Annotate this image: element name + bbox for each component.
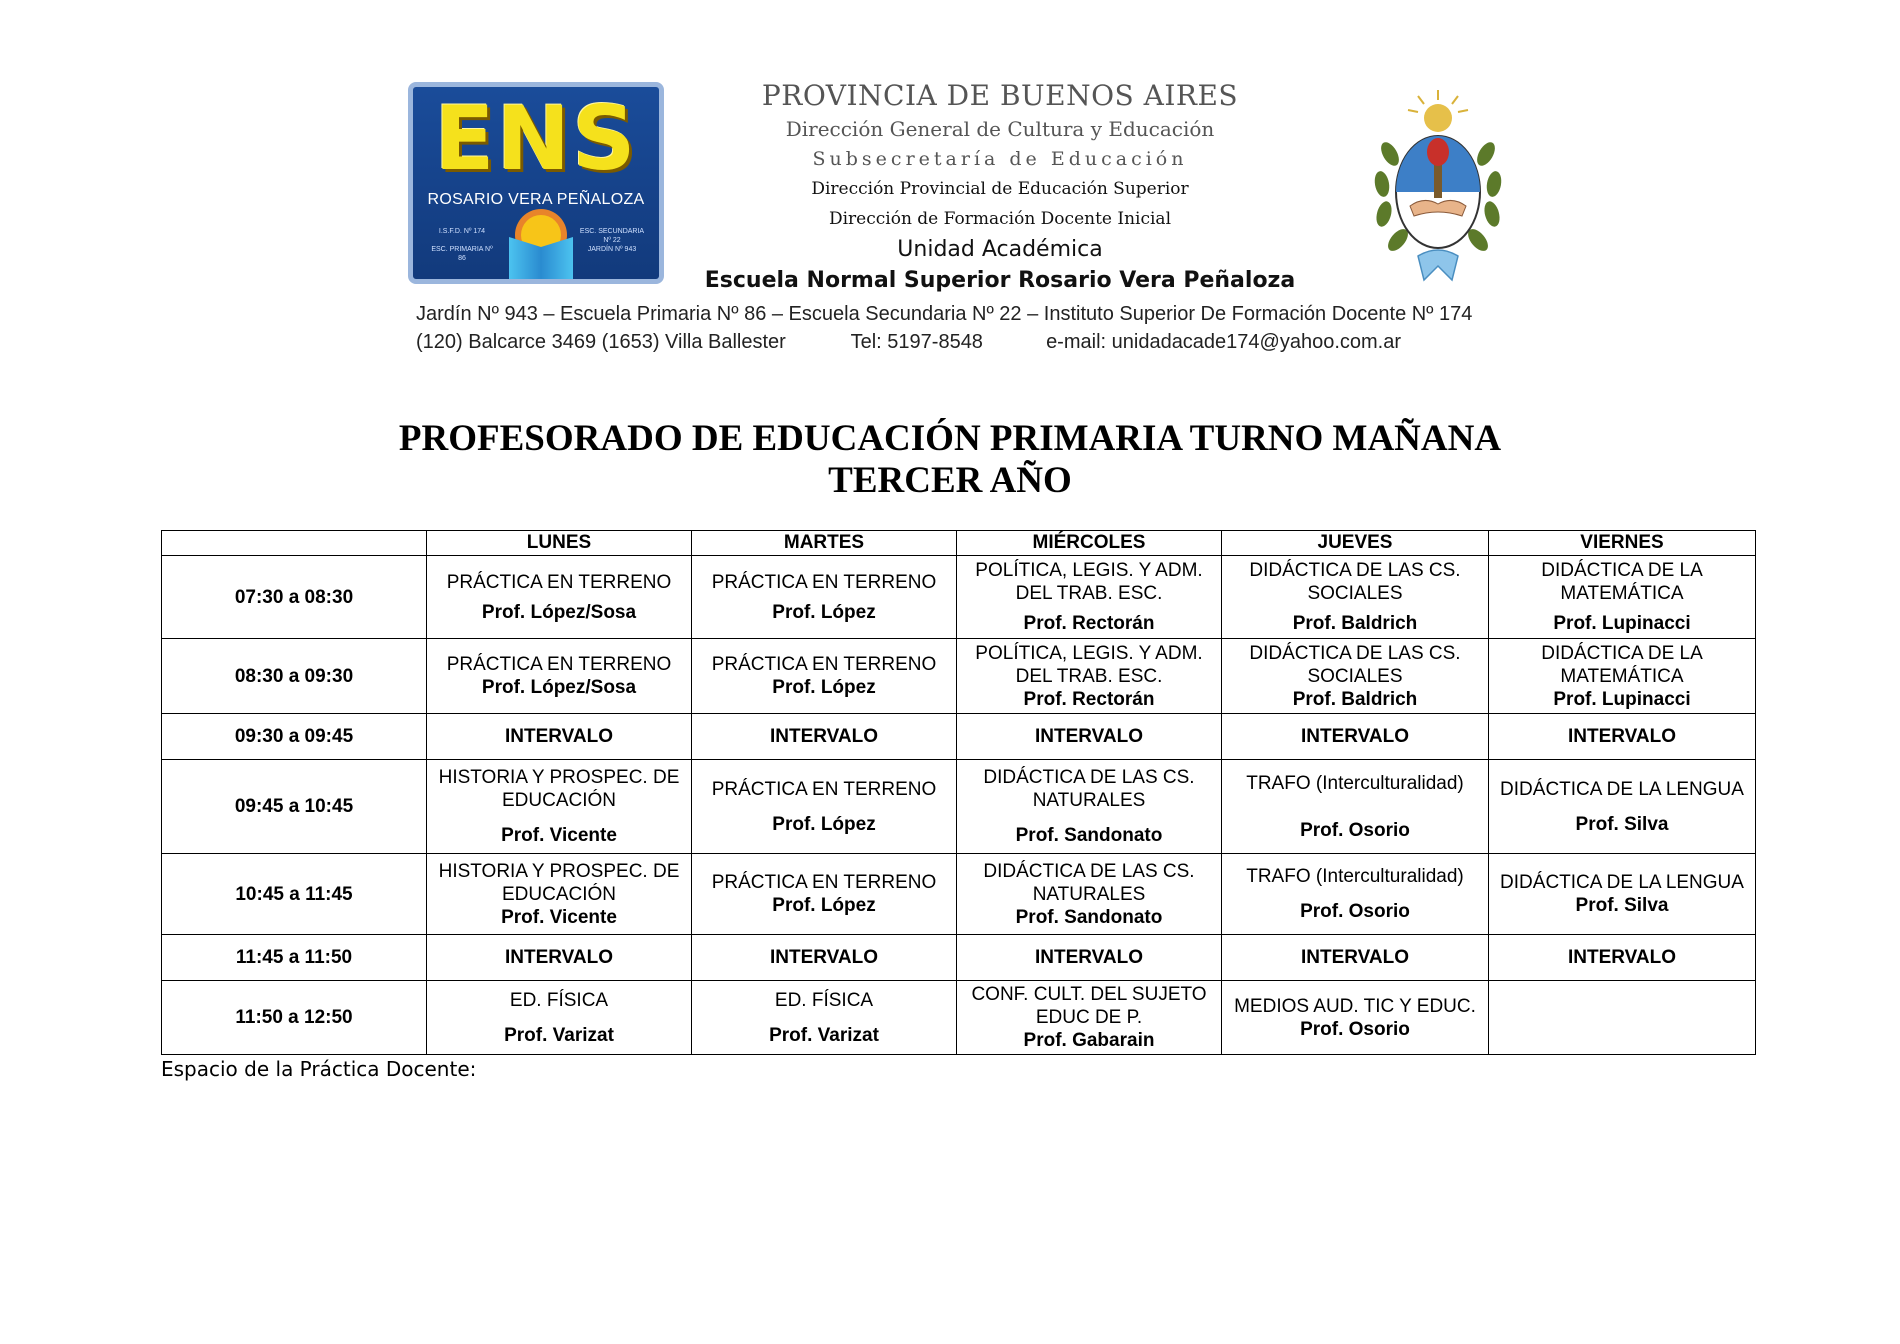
professor-text: Prof. Vicente [501,825,617,846]
subject-text: DIDÁCTICA DE LA MATEMÁTICA [1541,642,1703,687]
subject-text: ED. FÍSICA [509,989,609,1011]
subject-text: TRAFO (Interculturalidad) [1246,866,1464,887]
time-slot: 09:45 a 10:45 [162,760,427,854]
day-header: JUEVES [1222,531,1489,556]
professor-text: Prof. Osorio [1300,901,1410,922]
class-cell-empty [1489,981,1756,1055]
table-row [162,981,1756,1055]
professor-text: Prof. Baldrich [1292,688,1418,710]
subject-text: CONF. CULT. DEL SUJETO EDUC DE P. [971,984,1207,1028]
time-slot: 07:30 a 08:30 [162,556,427,639]
professor-text: Prof. Silva [1575,813,1669,835]
class-cell [692,639,957,714]
time-slot: 11:45 a 11:50 [162,935,427,981]
schedule-table [161,530,1756,1055]
subject-text: POLÍTICA, LEGIS. Y ADM. DEL TRAB. ESC. [975,560,1203,604]
subject-text: PRÁCTICA EN TERRENO [711,778,937,800]
professor-text: Prof. López [772,813,876,835]
subject-text: HISTORIA Y PROSPEC. DE EDUCACIÓN [438,767,680,811]
class-cell [427,981,692,1055]
time-slot: 10:45 a 11:45 [162,854,427,935]
class-cell [427,639,692,714]
professor-text: Prof. Gabarain [1023,1030,1155,1051]
subject-text: HISTORIA Y PROSPEC. DE EDUCACIÓN [438,860,680,905]
table-row [162,639,1756,714]
seal-shield-icon [1396,136,1480,248]
seal-sun-icon [1408,90,1468,132]
class-cell [1222,854,1489,935]
logo-ens-letters: ENS [434,87,638,190]
professor-text: Prof. López [772,601,876,623]
institutions-line: Jardín Nº 943 – Escuela Primaria Nº 86 – Escuela Secundaria Nº 22 – Instituto Superior De Formación Docente Nº 174 [416,303,1473,325]
address-text: (120) Balcarce 3469 (1653) Villa Ballester [416,331,786,353]
school-name: Escuela Normal Superior Rosario Vera Peñaloza [704,268,1296,293]
class-cell [1489,639,1756,714]
time-slot: 09:30 a 09:45 [162,714,427,760]
logo-mini-secundaria: ESC. SECUNDARIA Nº 22 [579,228,645,244]
dgce-name: Dirección General de Cultura y Educación [785,117,1215,141]
subject-text: PRÁCTICA EN TERRENO [446,654,672,675]
coat-of-arms-icon [1368,84,1508,290]
subject-text: PRÁCTICA EN TERRENO [711,571,937,593]
break-cell: INTERVALO [427,935,692,981]
table-row [162,760,1756,854]
subject-text: DIDÁCTICA DE LAS CS. NATURALES [983,860,1195,905]
phone-text: Tel: 5197-8548 [850,331,983,353]
class-cell [1222,760,1489,854]
break-cell: INTERVALO [427,714,692,760]
time-slot: 11:50 a 12:50 [162,981,427,1055]
professor-text: Prof. Baldrich [1292,613,1418,634]
class-cell [427,556,692,639]
subject-text: MEDIOS AUD. TIC Y EDUC. [1234,995,1476,1017]
contact-line [416,331,1516,354]
professor-text: Prof. Varizat [769,1024,879,1046]
subject-text: DIDÁCTICA DE LA LENGUA [1500,778,1744,800]
class-cell [427,854,692,935]
day-header: VIERNES [1489,531,1756,556]
professor-text: Prof. Lupinacci [1553,613,1691,634]
class-cell [427,760,692,854]
professor-text: Prof. López [772,895,876,916]
break-cell: INTERVALO [957,714,1222,760]
professor-text: Prof. López/Sosa [481,677,637,698]
table-row [162,714,1756,760]
class-cell [957,854,1222,935]
subsecretaria-name: Subsecretaría de Educación [812,148,1188,170]
dfdi-name: Dirección de Formación Docente Inicial [828,209,1172,229]
letterhead [700,78,1300,297]
professor-text: Prof. Sandonato [1015,906,1163,928]
table-row [162,854,1756,935]
professor-text: Prof. Sandonato [1015,825,1163,846]
table-row [162,935,1756,981]
title-line-1: PROFESORADO DE EDUCACIÓN PRIMARIA TURNO MAÑANA [398,418,1502,459]
logo-band-text: ROSARIO VERA PEÑALOZA [427,191,645,208]
logo-mini-primaria: ESC. PRIMARIA Nº 86 [431,246,493,262]
practice-space-note: Espacio de la Práctica Docente: [161,1057,477,1081]
break-cell: INTERVALO [1489,714,1756,760]
logo-mini-isfd: I.S.F.D. Nº 174 [438,228,486,235]
subject-text: PRÁCTICA EN TERRENO [446,571,672,593]
professor-text: Prof. Rectorán [1023,688,1155,710]
province-name: PROVINCIA DE BUENOS AIRES [761,79,1239,112]
ens-logo [408,82,664,284]
break-cell: INTERVALO [1222,714,1489,760]
time-slot: 08:30 a 09:30 [162,639,427,714]
class-cell [692,854,957,935]
subject-text: POLÍTICA, LEGIS. Y ADM. DEL TRAB. ESC. [975,642,1203,687]
professor-text: Prof. Silva [1575,895,1669,916]
break-cell: INTERVALO [692,935,957,981]
subject-text: PRÁCTICA EN TERRENO [711,872,937,893]
class-cell [957,639,1222,714]
professor-text: Prof. Osorio [1300,1018,1410,1040]
break-cell: INTERVALO [957,935,1222,981]
class-cell [1222,639,1489,714]
professor-text: Prof. Rectorán [1023,613,1155,634]
day-header: MIÉRCOLES [957,531,1222,556]
class-cell [1489,854,1756,935]
logo-mini-jardin: JARDÍN Nº 943 [587,246,637,253]
subject-text: TRAFO (Interculturalidad) [1246,772,1464,794]
professor-text: Prof. Vicente [501,906,617,928]
class-cell [1489,556,1756,639]
document-title [0,418,1900,502]
subject-text: DIDÁCTICA DE LA LENGUA [1500,872,1744,893]
subject-text: ED. FÍSICA [774,989,874,1011]
header-row [162,531,1756,556]
class-cell [957,760,1222,854]
class-cell [957,556,1222,639]
subject-text: DIDÁCTICA DE LAS CS. SOCIALES [1249,642,1461,687]
class-cell [692,760,957,854]
professor-text: Prof. Lupinacci [1553,688,1691,710]
professor-text: Prof. Varizat [504,1024,614,1046]
header-corner [162,531,427,556]
break-cell: INTERVALO [1489,935,1756,981]
break-cell: INTERVALO [1222,935,1489,981]
class-cell [1222,981,1489,1055]
class-cell [692,556,957,639]
professor-text: Prof. Osorio [1300,819,1410,841]
day-header: MARTES [692,531,957,556]
class-cell [957,981,1222,1055]
subject-text: DIDÁCTICA DE LAS CS. SOCIALES [1249,560,1461,604]
class-cell [692,981,957,1055]
subject-text: DIDÁCTICA DE LAS CS. NATURALES [983,767,1195,811]
subject-text: DIDÁCTICA DE LA MATEMÁTICA [1541,560,1703,604]
table-row [162,556,1756,639]
break-cell: INTERVALO [692,714,957,760]
professor-text: Prof. López [772,677,876,698]
class-cell [1222,556,1489,639]
schedule-body [162,556,1756,1055]
unidad-academica: Unidad Académica [897,237,1103,262]
day-header: LUNES [427,531,692,556]
dpes-name: Dirección Provincial de Educación Superior [811,179,1189,199]
professor-text: Prof. López/Sosa [481,601,637,623]
title-line-2: TERCER AÑO [828,460,1072,501]
class-cell [1489,760,1756,854]
seal-ribbon-icon [1418,250,1458,280]
email-text: e-mail: unidadacade174@yahoo.com.ar [1046,331,1402,353]
subject-text: PRÁCTICA EN TERRENO [711,654,937,675]
